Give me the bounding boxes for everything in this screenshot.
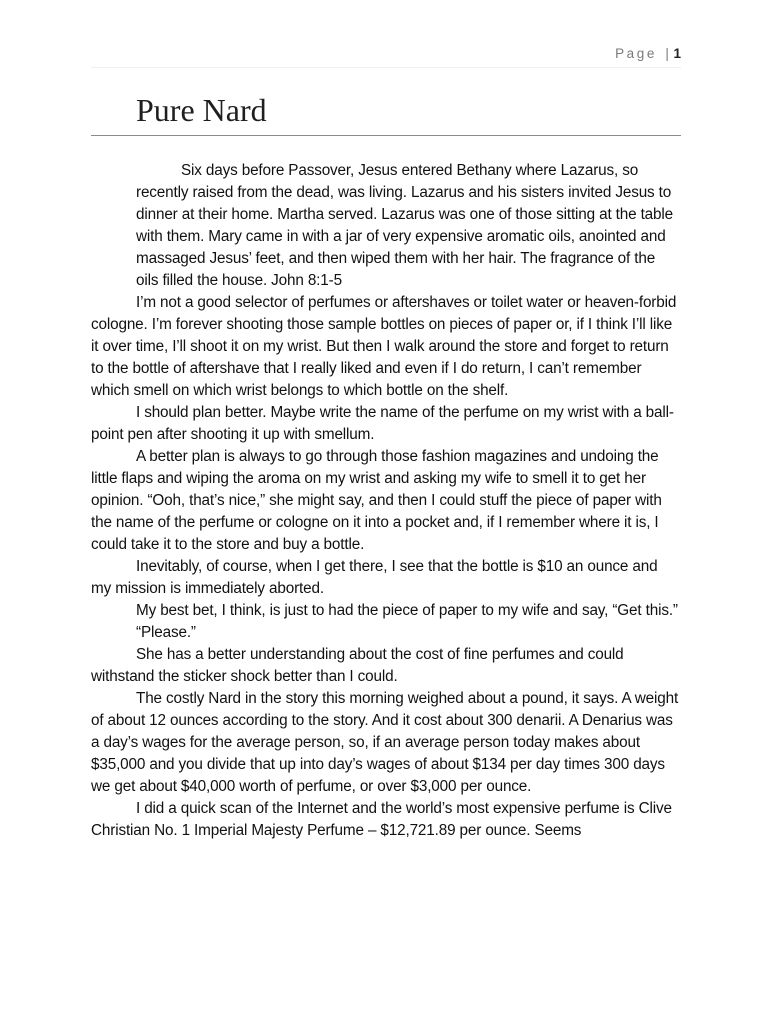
page-header — [615, 46, 681, 61]
page-label: Page — [615, 46, 658, 61]
scripture-quote-paragraph: Six days before Passover, Jesus entered Bethany where Lazarus, so recently raised from the dead, was living. Lazarus and his sisters invited Jesus to dinner at their home. Martha served. Lazarus was one of those sitting at the table with them. Mary came in with a jar of very expensive aromatic oils, anointed and massaged Jesus’ feet, and then wiped them with her hair. The fragrance of the oils filled the house. John 8:1-5 — [136, 162, 673, 289]
body-paragraph: Inevitably, of course, when I get there, I see that the bottle is $10 an ounce and my mission is immediately aborted. — [91, 558, 658, 597]
body-paragraph: I’m not a good selector of perfumes or aftershaves or toilet water or heaven-forbid cologne. I’m forever shooting those sample bottles on pieces of paper or, if I think I’ll like it over time, I’ll shoot it on my wrist. But then I walk around the store and forget to return to the bottle of aftershave that I really liked and even if I do return, I can’t remember which smell on which wrist belongs to which bottle on the shelf. — [91, 294, 677, 399]
page-number: 1 — [673, 46, 681, 61]
body-paragraph: My best bet, I think, is just to had the piece of paper to my wife and say, “Get this.” — [136, 602, 678, 619]
document-title: Pure Nard — [136, 92, 267, 128]
header-divider — [91, 67, 681, 68]
body-paragraph: “Please.” — [136, 624, 196, 641]
body-paragraph: I should plan better. Maybe write the name of the perfume on my wrist with a ball-point pen after shooting it up with smellum. — [91, 404, 674, 443]
body-paragraph: She has a better understanding about the cost of fine perfumes and could withstand the sticker shock better than I could. — [91, 646, 624, 685]
document-body — [91, 160, 681, 842]
body-paragraph: The costly Nard in the story this morning weighed about a pound, it says. A weight of about 12 ounces according to the story. And it cost about 300 denarii. A Denarius was a day’s wages for the average person, so, if an average person today makes about $35,000 and you divide that up into day’s wages of about $134 per day times 300 days we get about $40,000 worth of perfume, or over $3,000 per ounce. — [91, 690, 679, 795]
body-paragraph: A better plan is always to go through those fashion magazines and undoing the little flaps and wiping the aroma on my wrist and asking my wife to smell it to get her opinion. “Ooh, that’s nice,” she might say, and then I could stuff the piece of paper with the name of the perfume or cologne on it into a pocket and, if I remember where it is, I could take it to the store and buy a bottle. — [91, 448, 662, 553]
body-paragraph: I did a quick scan of the Internet and the world’s most expensive perfume is Clive Christian No. 1 Imperial Majesty Perfume – $12,721.89 per ounce. Seems — [91, 800, 672, 839]
page-separator: | — [665, 46, 672, 61]
title-underline — [91, 135, 681, 136]
